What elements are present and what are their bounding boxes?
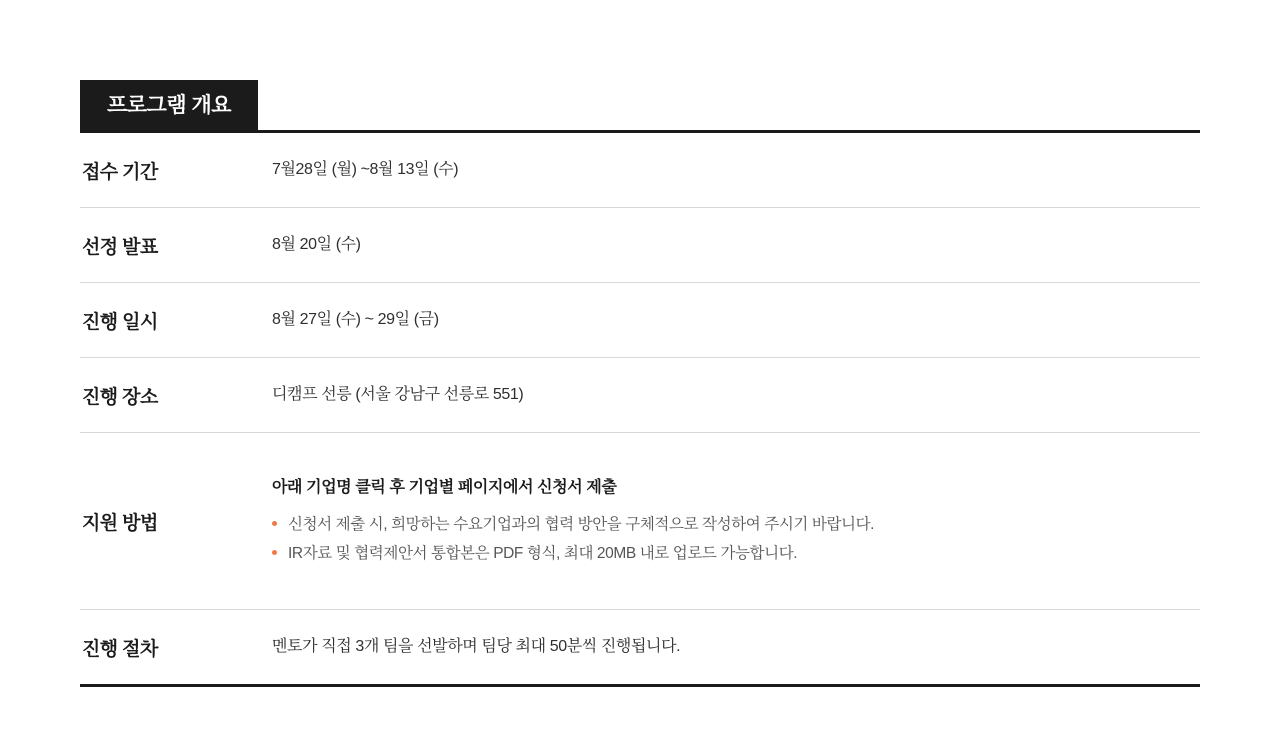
table-row — [80, 358, 1200, 433]
table-row — [80, 610, 1200, 686]
list-item-text: 신청서 제출 시, 희망하는 수요기업과의 협력 방안을 구체적으로 작성하여 주시기 바랍니다. — [288, 515, 875, 533]
application-method-lead: 아래 기업명 클릭 후 기업별 페이지에서 신청서 제출 — [272, 478, 617, 496]
row-label-event-date: 진행 일시 — [82, 311, 158, 333]
row-value-venue: 디캠프 선릉 (서울 강남구 선릉로 551) — [272, 386, 524, 403]
row-value-process: 멘토가 직접 3개 팀을 선발하며 팀당 최대 50분씩 진행됩니다. — [272, 638, 681, 655]
row-value-event-date: 8월 27일 (수) ~ 29일 (금) — [272, 311, 439, 328]
row-label-process: 진행 절차 — [82, 638, 158, 660]
row-value-selection-announcement: 8월 20일 (수) — [272, 236, 361, 253]
row-label-application-method: 지원 방법 — [82, 512, 158, 534]
list-item — [272, 512, 913, 537]
row-label-selection-announcement: 선정 발표 — [82, 236, 158, 258]
section-heading-tab — [80, 80, 258, 130]
row-value-application-period: 7월28일 (월) ~8월 13일 (수) — [272, 161, 459, 178]
table-row — [80, 283, 1200, 358]
bullet-dot-icon — [272, 521, 277, 526]
row-value-application-method — [272, 433, 1200, 610]
list-item-text: IR자료 및 협력제안서 통합본은 PDF 형식, 최대 20MB 내로 업로드 가능합니다. — [288, 545, 798, 562]
row-label-application-period: 접수 기간 — [82, 161, 158, 183]
table-row — [80, 132, 1200, 208]
bullet-dot-icon — [272, 550, 277, 555]
table-row — [80, 208, 1200, 283]
list-item — [272, 541, 913, 566]
application-method-notes — [272, 512, 1180, 566]
program-overview-table — [80, 130, 1200, 687]
table-row — [80, 433, 1200, 610]
row-label-venue: 진행 장소 — [82, 386, 158, 408]
page-title: 프로그램 개요 — [106, 93, 232, 117]
